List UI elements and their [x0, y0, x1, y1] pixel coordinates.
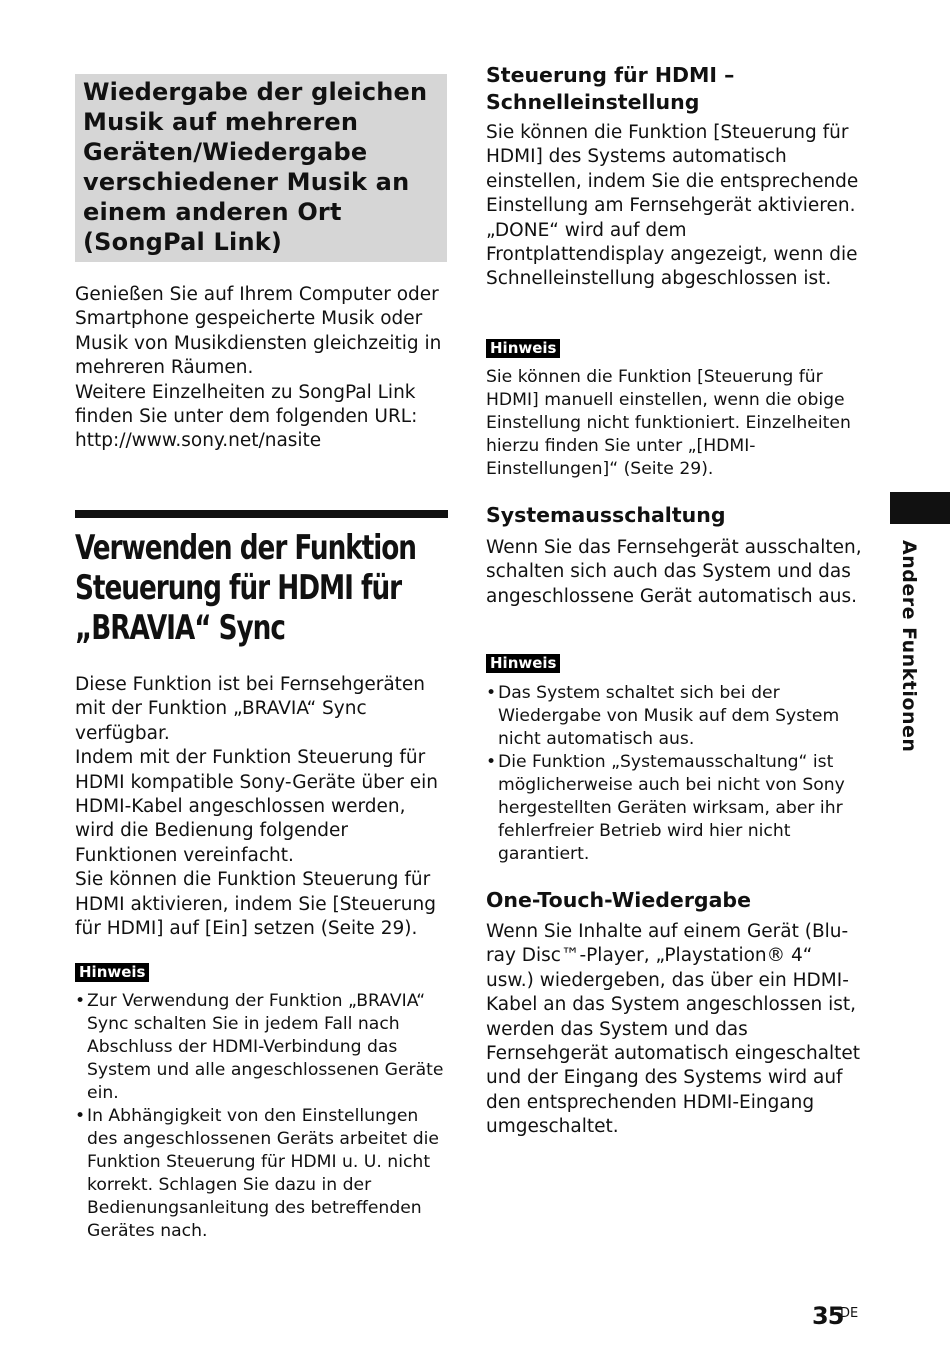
note-badge: Hinweis [486, 339, 560, 358]
side-tab-text: Andere Funktionen [898, 540, 920, 753]
system-text: Wenn Sie das Fernsehgerät ausschalten, schalten sich auch das System und das angeschlossene Gerät automatisch aus. [486, 537, 862, 607]
songpal-text-2: Weitere Einzelheiten zu SongPal Link finden Sie unter dem folgenden URL: [75, 381, 418, 428]
side-tab-label [898, 540, 928, 760]
note-label-2 [486, 338, 560, 358]
bravia-intro [75, 673, 448, 941]
note-text-2: Sie können die Funktion [Steuerung für HDMI] manuell einstellen, wenn die obige Einstellung nicht funktioniert. Einzelheiten hierzu finden Sie unter „[HDMI-Einstellungen]“ (Seite 29). [486, 367, 851, 479]
steuerung-heading: Steuerung für HDMI – Schnelleinstellung [486, 63, 735, 114]
bravia-section-title: Verwenden der Funktion Steuerung für HDMI für „BRAVIA“ Sync [75, 528, 417, 648]
note-label-3 [486, 653, 560, 673]
songpal-title: Wiedergabe der gleichen Musik auf mehreren Geräten/Wiedergabe verschiedener Musik an einem anderen Ort (SongPal Link) [83, 78, 428, 256]
note-label-1 [75, 962, 149, 982]
note-badge: Hinweis [75, 963, 149, 982]
side-tab-marker [890, 492, 950, 524]
note-list-1 [75, 990, 448, 1243]
system-heading: Systemausschaltung [486, 503, 726, 527]
steuerung-text: Sie können die Funktion [Steuerung für HDMI] des Systems automatisch einstellen, indem Sie die entsprechende Einstellung am Fernsehgerät aktivieren. „DONE“ wird auf dem Frontplattendisplay angezeigt, wenn die Schnelleinstellung abgeschlossen ist. [486, 122, 859, 290]
onetouch-heading: One-Touch-Wiedergabe [486, 888, 752, 912]
list-item: • In Abhängigkeit von den Einstellungen des angeschlossenen Geräts arbeitet die Funktion Steuerung für HDMI u. U. nicht korrekt. Schlagen Sie dazu in der Bedienungsanleitung des betreffenden Gerätes nach. [75, 1105, 448, 1243]
bravia-text-1: Diese Funktion ist bei Fernsehgeräten mit der Funktion „BRAVIA“ Sync verfügbar. [75, 674, 426, 744]
page-language-suffix: DE [840, 1306, 859, 1321]
songpal-text-1: Genießen Sie auf Ihrem Computer oder Smartphone gespeicherte Musik oder Musik von Musikdiensten gleichzeitig in mehreren Räumen. [75, 284, 442, 379]
bravia-text-3: Sie können die Funktion Steuerung für HDMI aktivieren, indem Sie [Steuerung für HDMI] auf [Ein] setzen (Seite 29). [75, 869, 436, 940]
songpal-title-box [75, 74, 447, 262]
list-item: • Zur Verwendung der Funktion „BRAVIA“ Sync schalten Sie in jedem Fall nach Abschluss der HDMI-Verbindung das System und alle angeschlossenen Geräte ein. [75, 990, 448, 1105]
section-rule [75, 510, 448, 518]
songpal-url: http://www.sony.net/nasite [75, 430, 322, 452]
onetouch-text: Wenn Sie Inhalte auf einem Gerät (Blu-ray Disc™-Player, „Playstation® 4“ usw.) wiedergeben, das über ein HDMI-Kabel an das System angeschlossen ist, werden das System und das Fernsehgerät automatisch eingeschaltet und der Eingang des Systems wird auf den entsprechenden HDMI-Eingang umgeschaltet. [486, 921, 861, 1138]
note-badge: Hinweis [486, 654, 560, 673]
songpal-intro [75, 283, 448, 454]
page-number: 35 [812, 1302, 844, 1330]
note-list-3 [486, 682, 866, 866]
list-item: • Die Funktion „Systemausschaltung“ ist möglicherweise auch bei nicht von Sony hergestellten Geräten wirksam, aber ihr fehlerfreier Betrieb wird hier nicht garantiert. [486, 751, 866, 866]
bravia-text-2: Indem mit der Funktion Steuerung für HDMI kompatible Sony-Geräte über ein HDMI-Kabel angeschlossen werden, wird die Bedienung folgender Funktionen vereinfacht. [75, 747, 438, 866]
list-item: • Das System schaltet sich bei der Wiedergabe von Musik auf dem System nicht automatisch aus. [486, 682, 866, 751]
